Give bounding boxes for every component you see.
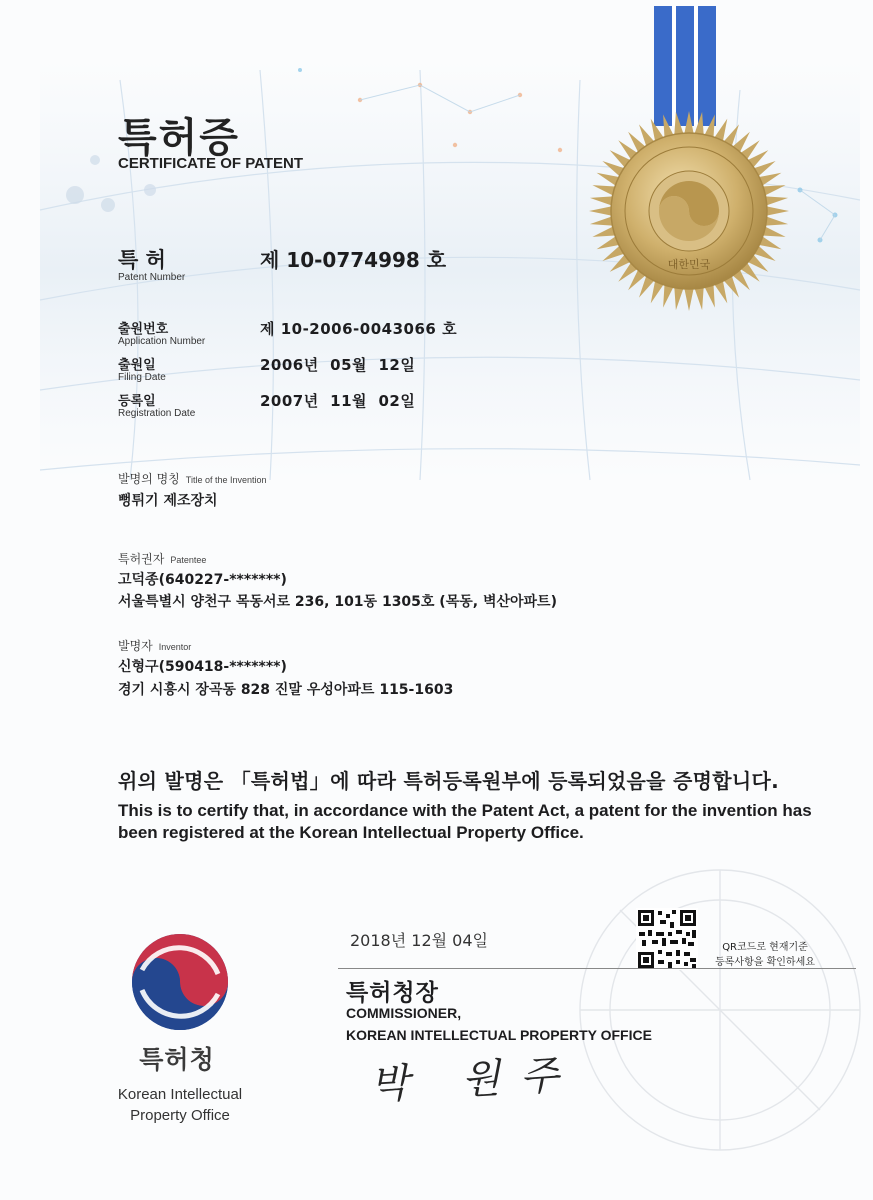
filing-label-ko: 출원일 [118,358,156,373]
registration-label-en: Registration Date [118,408,196,419]
commissioner-title-en-1: COMMISSIONER, [346,1005,462,1021]
application-label-en: Application Number [118,336,206,347]
qr-code-icon[interactable] [636,908,698,970]
patentee-name: 고덕종(640227-*******) [118,572,287,588]
gold-seal-icon [586,108,792,314]
issue-date: 2018년 12월 04일 [350,931,488,950]
registration-label-ko: 등록일 [118,394,156,409]
qr-note-line2: 등록사항을 확인하세요 [715,957,815,968]
qr-note-line1: QR코드로 현재기준 [722,942,808,953]
invention-title: 뻥튀기 제조장치 [118,493,218,509]
commissioner-title-en-2: KOREAN INTELLECTUAL PROPERTY OFFICE [346,1027,652,1043]
inventor-label [118,635,191,654]
certification-text-ko: 위의 발명은 「특허법」에 따라 특허등록원부에 등록되었음을 증명합니다. [118,769,780,793]
patent-label-ko: 특 허 [118,248,166,272]
patentee-label-en: Patentee [170,555,207,565]
patentee-label-ko: 특허권자 [118,552,165,566]
patentee-address: 서울특별시 양천구 목동서로 236, 101동 1305호 (목동, 벽산아파트) [118,594,557,610]
office-name-en [100,1084,260,1126]
patent-label-en: Patent Number [118,272,186,283]
inventor-label-en: Inventor [158,642,192,652]
application-number: 제 10-2006-0043066 호 [260,320,458,338]
commissioner-signature: 박 원주 [369,1051,580,1109]
inventor-name: 신형구(590418-*******) [118,659,287,675]
seal-text: 대한민국 [667,258,711,271]
certification-text-en: This is to certify that, in accordance with the Patent Act, a patent for the invention has been registered at the Korean Intellectual Property Office. [118,801,812,842]
certificate-title-ko: 특허증 [118,115,240,161]
qr-note [700,940,830,970]
taegeuk-logo-icon [128,930,232,1034]
patent-number: 제 10-0774998 호 [260,248,447,272]
invention-label-en: Title of the Invention [185,475,267,485]
divider [338,968,856,969]
commissioner-title-ko: 특허청장 [346,980,439,1006]
inventor-label-ko: 발명자 [118,639,153,653]
filing-label-en: Filing Date [118,372,166,383]
office-name-ko: 특허청 [139,1045,215,1074]
filing-date: 2006년 05월 12일 [260,356,416,374]
certificate-title-en: CERTIFICATE OF PATENT [118,155,303,172]
invention-label [118,468,267,487]
application-label-ko: 출원번호 [118,322,169,337]
inventor-address: 경기 시흥시 장곡동 828 진말 우성아파트 115-1603 [118,682,454,698]
invention-label-ko: 발명의 명칭 [118,472,180,486]
office-name-en-1: Korean Intellectual [117,1086,243,1103]
registration-date: 2007년 11월 02일 [260,392,416,410]
office-name-en-2: Property Office [130,1107,230,1124]
patentee-label [118,548,206,567]
